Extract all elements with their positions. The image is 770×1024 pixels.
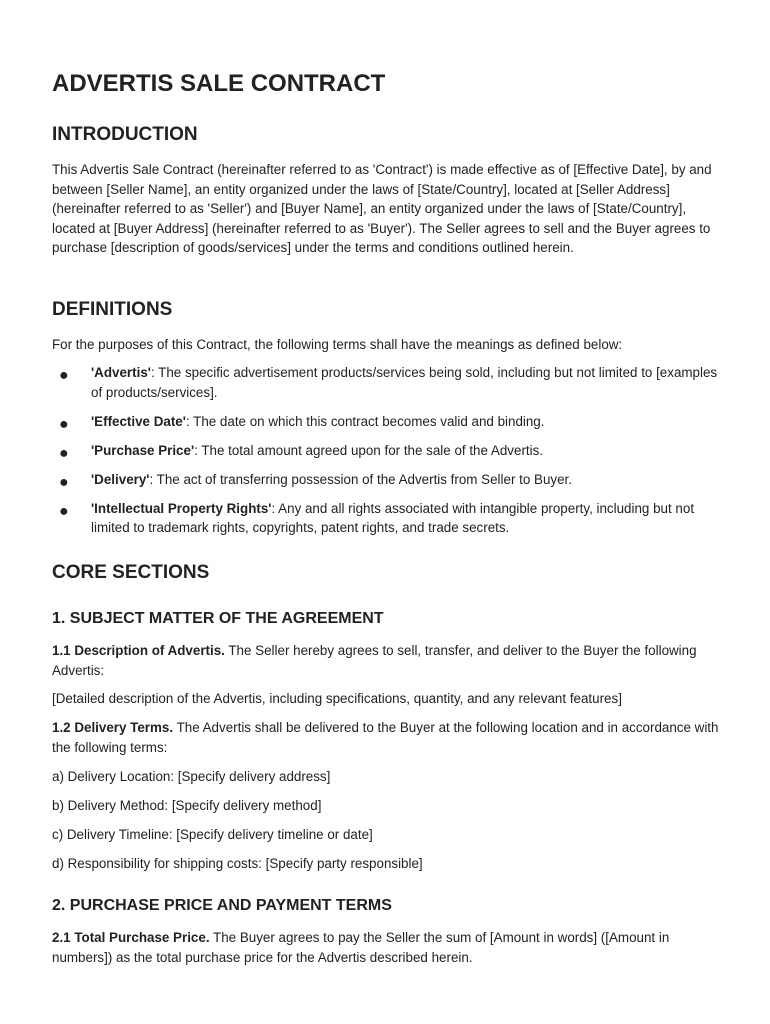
- definitions-heading: DEFINITIONS: [52, 299, 173, 320]
- section-2-heading: 2. PURCHASE PRICE AND PAYMENT TERMS: [52, 897, 392, 914]
- bullet-icon: ●: [59, 367, 69, 384]
- definition-item: [52, 499, 720, 538]
- bullet-icon: ●: [59, 502, 69, 520]
- definition-text: : The date on which this contract becomes valid and binding.: [185, 413, 545, 429]
- clause-1-2: [52, 718, 720, 757]
- document-title: ADVERTIS SALE CONTRACT: [52, 70, 386, 97]
- definition-term: 'Effective Date': [91, 413, 186, 429]
- clause-1-2-text: The Advertis shall be delivered to the Buyer at the following location and in accordance with the following terms:: [52, 720, 719, 755]
- clause-2-1-label: 2.1 Total Purchase Price.: [52, 930, 210, 945]
- definition-text: : The specific advertisement products/services being sold, including but not limited to [examples of products/services].: [91, 365, 718, 400]
- definition-item: [52, 441, 720, 461]
- core-sections-heading: CORE SECTIONS: [52, 562, 210, 583]
- delivery-method-item: b) Delivery Method: [Specify delivery method]: [52, 798, 322, 813]
- definition-item: [52, 412, 720, 432]
- delivery-timeline-item: c) Delivery Timeline: [Specify delivery timeline or date]: [52, 827, 373, 842]
- definitions-intro: For the purposes of this Contract, the following terms shall have the meanings as defined below:: [52, 337, 623, 352]
- clause-1-1-text: The Seller hereby agrees to sell, transfer, and deliver to the Buyer the following Advertis:: [52, 643, 697, 678]
- definition-term: 'Advertis': [91, 365, 151, 380]
- definition-term: 'Intellectual Property Rights': [91, 500, 272, 516]
- definition-item: [52, 470, 720, 490]
- introduction-heading: INTRODUCTION: [52, 124, 198, 145]
- bullet-icon: ●: [59, 444, 69, 462]
- introduction-paragraph: This Advertis Sale Contract (hereinafter referred to as 'Contract') is made effective as of [Effective Date], by and between [Seller Name], an entity organized under the laws of [State/Country], located at [Seller Address] (hereinafter referred to as 'Seller') and [Buyer Name], an entity organized under the laws of [State/Country], located at [Buyer Address] (hereinafter referred to as 'Buyer'). The Seller agrees to sell and the Buyer agrees to purchase [description of goods/services] under the terms and conditions outlined herein.: [52, 162, 712, 255]
- definition-text: : The total amount agreed upon for the sale of the Advertis.: [194, 442, 544, 458]
- section-1-heading: 1. SUBJECT MATTER OF THE AGREEMENT: [52, 610, 384, 627]
- clause-2-1: [52, 928, 720, 967]
- bullet-icon: ●: [59, 415, 69, 433]
- definition-text: : Any and all rights associated with intangible property, including but not limited to trademark rights, copyrights, patent rights, and trade secrets.: [91, 500, 695, 535]
- definition-text: : The act of transferring possession of the Advertis from Seller to Buyer.: [149, 471, 572, 487]
- advertis-detail-placeholder: [Detailed description of the Advertis, including specifications, quantity, and any relevant features]: [52, 691, 622, 706]
- definition-item: [52, 363, 720, 402]
- bullet-icon: ●: [59, 473, 69, 491]
- clause-1-2-label: 1.2 Delivery Terms.: [52, 720, 174, 735]
- shipping-costs-item: d) Responsibility for shipping costs: [Specify party responsible]: [52, 856, 423, 871]
- clause-1-1: [52, 641, 720, 680]
- definition-term: 'Delivery': [91, 471, 150, 487]
- delivery-location-item: a) Delivery Location: [Specify delivery address]: [52, 769, 331, 784]
- clause-2-1-text: The Buyer agrees to pay the Seller the sum of [Amount in words] ([Amount in numbers]) as the total purchase price for the Advertis described herein.: [52, 930, 670, 965]
- definitions-list: [52, 363, 720, 547]
- definition-term: 'Purchase Price': [91, 442, 195, 458]
- clause-1-1-label: 1.1 Description of Advertis.: [52, 643, 225, 658]
